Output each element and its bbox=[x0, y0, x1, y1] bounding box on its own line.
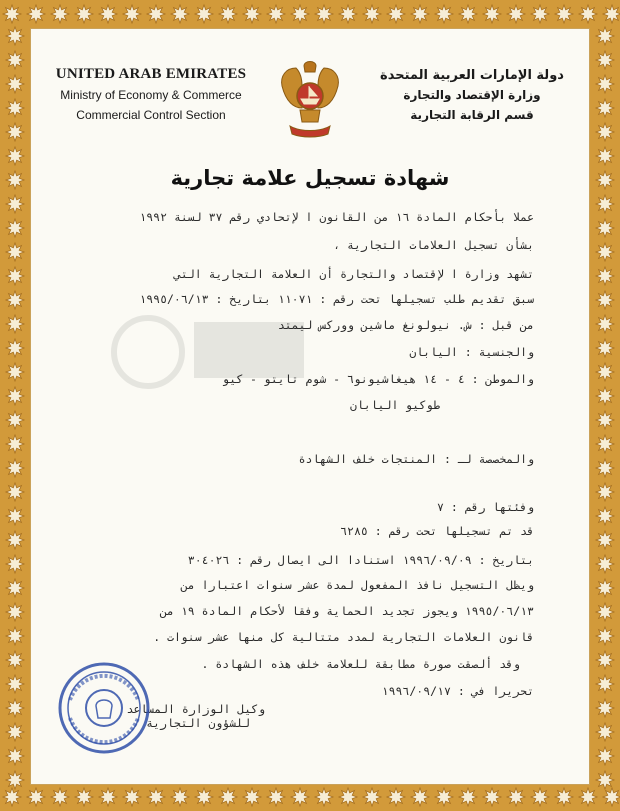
border-star-ornament bbox=[291, 788, 309, 806]
border-star-ornament bbox=[555, 5, 573, 23]
border-star-ornament bbox=[6, 387, 24, 405]
border-star-ornament bbox=[596, 411, 614, 429]
border-star-ornament bbox=[291, 5, 309, 23]
emblem-tail bbox=[300, 110, 320, 122]
border-star-ornament bbox=[6, 675, 24, 693]
emblem-ribbon bbox=[290, 126, 330, 137]
body-line: عملا بأحكام المادة ١٦ من القانون ا لإتحادي رقم ٣٧ لسنة ١٩٩٢ bbox=[139, 210, 534, 224]
border-star-ornament bbox=[555, 788, 573, 806]
border-star-ornament bbox=[27, 5, 45, 23]
border-star-ornament bbox=[579, 5, 597, 23]
border-star-ornament bbox=[596, 27, 614, 45]
border-star-ornament bbox=[596, 603, 614, 621]
border-star-ornament bbox=[596, 339, 614, 357]
border-star-ornament bbox=[596, 675, 614, 693]
border-star-ornament bbox=[596, 75, 614, 93]
border-star-ornament bbox=[315, 5, 333, 23]
border-star-ornament bbox=[6, 363, 24, 381]
border-star-ornament bbox=[596, 219, 614, 237]
border-star-ornament bbox=[531, 788, 549, 806]
border-star-ornament bbox=[596, 723, 614, 741]
border-star-ornament bbox=[171, 5, 189, 23]
border-star-ornament bbox=[596, 579, 614, 597]
body-line: ١٩٩٥/٠٦/١٣ ويجوز تجديد الحماية وفقا لأحكام المادة ١٩ من bbox=[160, 604, 534, 618]
border-star-ornament bbox=[596, 459, 614, 477]
border-star-ornament bbox=[6, 651, 24, 669]
body-line: والجنسية : اليابان bbox=[409, 345, 534, 359]
border-star-ornament bbox=[6, 243, 24, 261]
border-star-ornament bbox=[387, 5, 405, 23]
border-star-ornament bbox=[6, 483, 24, 501]
border-star-ornament bbox=[6, 51, 24, 69]
border-star-ornament bbox=[596, 699, 614, 717]
border-star-ornament bbox=[6, 723, 24, 741]
border-star-ornament bbox=[596, 315, 614, 333]
border-star-ornament bbox=[483, 5, 501, 23]
border-star-ornament bbox=[6, 27, 24, 45]
border-star-ornament bbox=[411, 788, 429, 806]
border-star-ornament bbox=[6, 699, 24, 717]
border-star-ornament bbox=[6, 195, 24, 213]
body-line: قد تم تسجيلها تحت رقم : ٦٢٨٥ bbox=[340, 524, 534, 538]
border-star-ornament bbox=[75, 788, 93, 806]
border-star-ornament bbox=[99, 5, 117, 23]
header-country-ar: دولة الإمارات العربية المتحدة bbox=[380, 68, 564, 83]
border-star-ornament bbox=[6, 291, 24, 309]
border-star-ornament bbox=[6, 747, 24, 765]
border-star-ornament bbox=[27, 788, 45, 806]
border-star-ornament bbox=[507, 5, 525, 23]
border-star-ornament bbox=[596, 267, 614, 285]
border-star-ornament bbox=[596, 123, 614, 141]
border-star-ornament bbox=[411, 5, 429, 23]
border-star-ornament bbox=[459, 788, 477, 806]
border-star-ornament bbox=[339, 788, 357, 806]
border-star-ornament bbox=[596, 147, 614, 165]
body-line: سبق تقديم طلب تسجيلها تحت رقم : ١١٠٧١ بتاريخ : ١٩٩٥/٠٦/١٣ bbox=[139, 292, 534, 306]
border-star-ornament bbox=[123, 5, 141, 23]
border-star-ornament bbox=[147, 5, 165, 23]
border-star-ornament bbox=[6, 99, 24, 117]
border-star-ornament bbox=[6, 579, 24, 597]
body-line: وقد ألصقت صورة مطابقة للعلامة خلف هذه الشهادة . bbox=[201, 657, 520, 671]
border-star-ornament bbox=[75, 5, 93, 23]
border-star-ornament bbox=[6, 459, 24, 477]
border-star-ornament bbox=[483, 788, 501, 806]
emblem-head bbox=[304, 62, 316, 73]
border-star-ornament bbox=[6, 531, 24, 549]
border-star-ornament bbox=[459, 5, 477, 23]
border-star-ornament bbox=[123, 788, 141, 806]
border-star-ornament bbox=[596, 531, 614, 549]
border-star-ornament bbox=[219, 5, 237, 23]
body-line: تشهد وزارة ا لإقتصاد والتجارة أن العلامة التجارية التي bbox=[173, 267, 534, 281]
border-star-ornament bbox=[267, 788, 285, 806]
border-star-ornament bbox=[596, 627, 614, 645]
border-star-ornament bbox=[531, 5, 549, 23]
border-star-ornament bbox=[6, 339, 24, 357]
border-star-ornament bbox=[6, 411, 24, 429]
border-star-ornament bbox=[596, 387, 614, 405]
border-star-ornament bbox=[596, 363, 614, 381]
border-star-ornament bbox=[596, 771, 614, 789]
border-star-ornament bbox=[596, 243, 614, 261]
border-star-ornament bbox=[6, 771, 24, 789]
body-line: بشأن تسجيل العلامات التجارية ، bbox=[333, 238, 534, 252]
border-star-ornament bbox=[6, 603, 24, 621]
border-star-ornament bbox=[6, 75, 24, 93]
border-star-ornament bbox=[596, 483, 614, 501]
border-star-ornament bbox=[3, 5, 21, 23]
border-star-ornament bbox=[6, 555, 24, 573]
body-line: وفئتها رقم : ٧ bbox=[437, 500, 534, 514]
border-star-ornament bbox=[147, 788, 165, 806]
certificate-title: شهادة تسجيل علامة تجارية bbox=[170, 166, 450, 190]
signatory-department: للشؤون التجارية bbox=[146, 716, 250, 730]
border-star-ornament bbox=[603, 5, 620, 23]
border-star-ornament bbox=[99, 788, 117, 806]
border-star-ornament bbox=[596, 99, 614, 117]
border-star-ornament bbox=[3, 788, 21, 806]
border-star-ornament bbox=[6, 267, 24, 285]
header-country-en: UNITED ARAB EMIRATES bbox=[55, 66, 247, 82]
border-star-ornament bbox=[339, 5, 357, 23]
uae-falcon-emblem-icon bbox=[274, 56, 346, 142]
border-star-ornament bbox=[596, 195, 614, 213]
border-star-ornament bbox=[596, 435, 614, 453]
border-star-ornament bbox=[596, 555, 614, 573]
body-line: والمخصصة لـ : المنتجات خلف الشهادة bbox=[298, 452, 534, 466]
body-line: طوكيو اليابان bbox=[349, 398, 440, 412]
border-star-ornament bbox=[363, 788, 381, 806]
border-star-ornament bbox=[243, 788, 261, 806]
header-section-ar: قسم الرقابة التجارية bbox=[410, 108, 534, 122]
body-line: بتاريخ : ١٩٩٦/٠٩/٠٩ استنادا الى ايصال رقم : ٣٠٤٠٢٦ bbox=[187, 553, 534, 567]
border-star-ornament bbox=[6, 147, 24, 165]
border-star-ornament bbox=[579, 788, 597, 806]
body-line: من قبل : ش. نيولونغ ماشين ووركس ليمتد bbox=[277, 318, 534, 332]
border-star-ornament bbox=[6, 219, 24, 237]
border-star-ornament bbox=[195, 788, 213, 806]
border-star-ornament bbox=[6, 435, 24, 453]
body-line: قانون العلامات التجارية لمدد متتالية كل منها عشر سنوات . bbox=[153, 630, 534, 644]
border-star-ornament bbox=[435, 788, 453, 806]
border-star-ornament bbox=[507, 788, 525, 806]
border-star-ornament bbox=[435, 5, 453, 23]
body-line: والموطن : ٤ - ١٤ هيغاشيونو٦ - شوم تايتو - كيو bbox=[222, 372, 534, 386]
header-ministry-ar: وزارة الإقتصاد والتجارة bbox=[403, 88, 541, 102]
border-star-ornament bbox=[243, 5, 261, 23]
border-star-ornament bbox=[596, 507, 614, 525]
border-star-ornament bbox=[596, 291, 614, 309]
border-star-ornament bbox=[6, 627, 24, 645]
border-star-ornament bbox=[171, 788, 189, 806]
border-star-ornament bbox=[387, 788, 405, 806]
border-star-ornament bbox=[363, 5, 381, 23]
header-ministry-en: Ministry of Economy & Commerce bbox=[60, 88, 242, 102]
header-section-en: Commercial Control Section bbox=[76, 108, 226, 122]
body-line: ويظل التسجيل نافذ المفعول لمدة عشر سنوات اعتبارا من bbox=[180, 578, 534, 592]
border-star-ornament bbox=[596, 51, 614, 69]
border-star-ornament bbox=[315, 788, 333, 806]
border-star-ornament bbox=[51, 5, 69, 23]
border-star-ornament bbox=[596, 747, 614, 765]
border-star-ornament bbox=[267, 5, 285, 23]
issue-date-line: تحريرا في : ١٩٩٦/٠٩/١٧ bbox=[381, 684, 534, 698]
border-star-ornament bbox=[219, 788, 237, 806]
border-star-ornament bbox=[6, 315, 24, 333]
signatory-title: وكيل الوزارة المساعد bbox=[126, 702, 265, 716]
border-star-ornament bbox=[6, 123, 24, 141]
border-star-ornament bbox=[596, 651, 614, 669]
border-star-ornament bbox=[51, 788, 69, 806]
border-star-ornament bbox=[603, 788, 620, 806]
border-star-ornament bbox=[195, 5, 213, 23]
official-ministry-seal-icon bbox=[56, 660, 152, 756]
border-star-ornament bbox=[6, 507, 24, 525]
